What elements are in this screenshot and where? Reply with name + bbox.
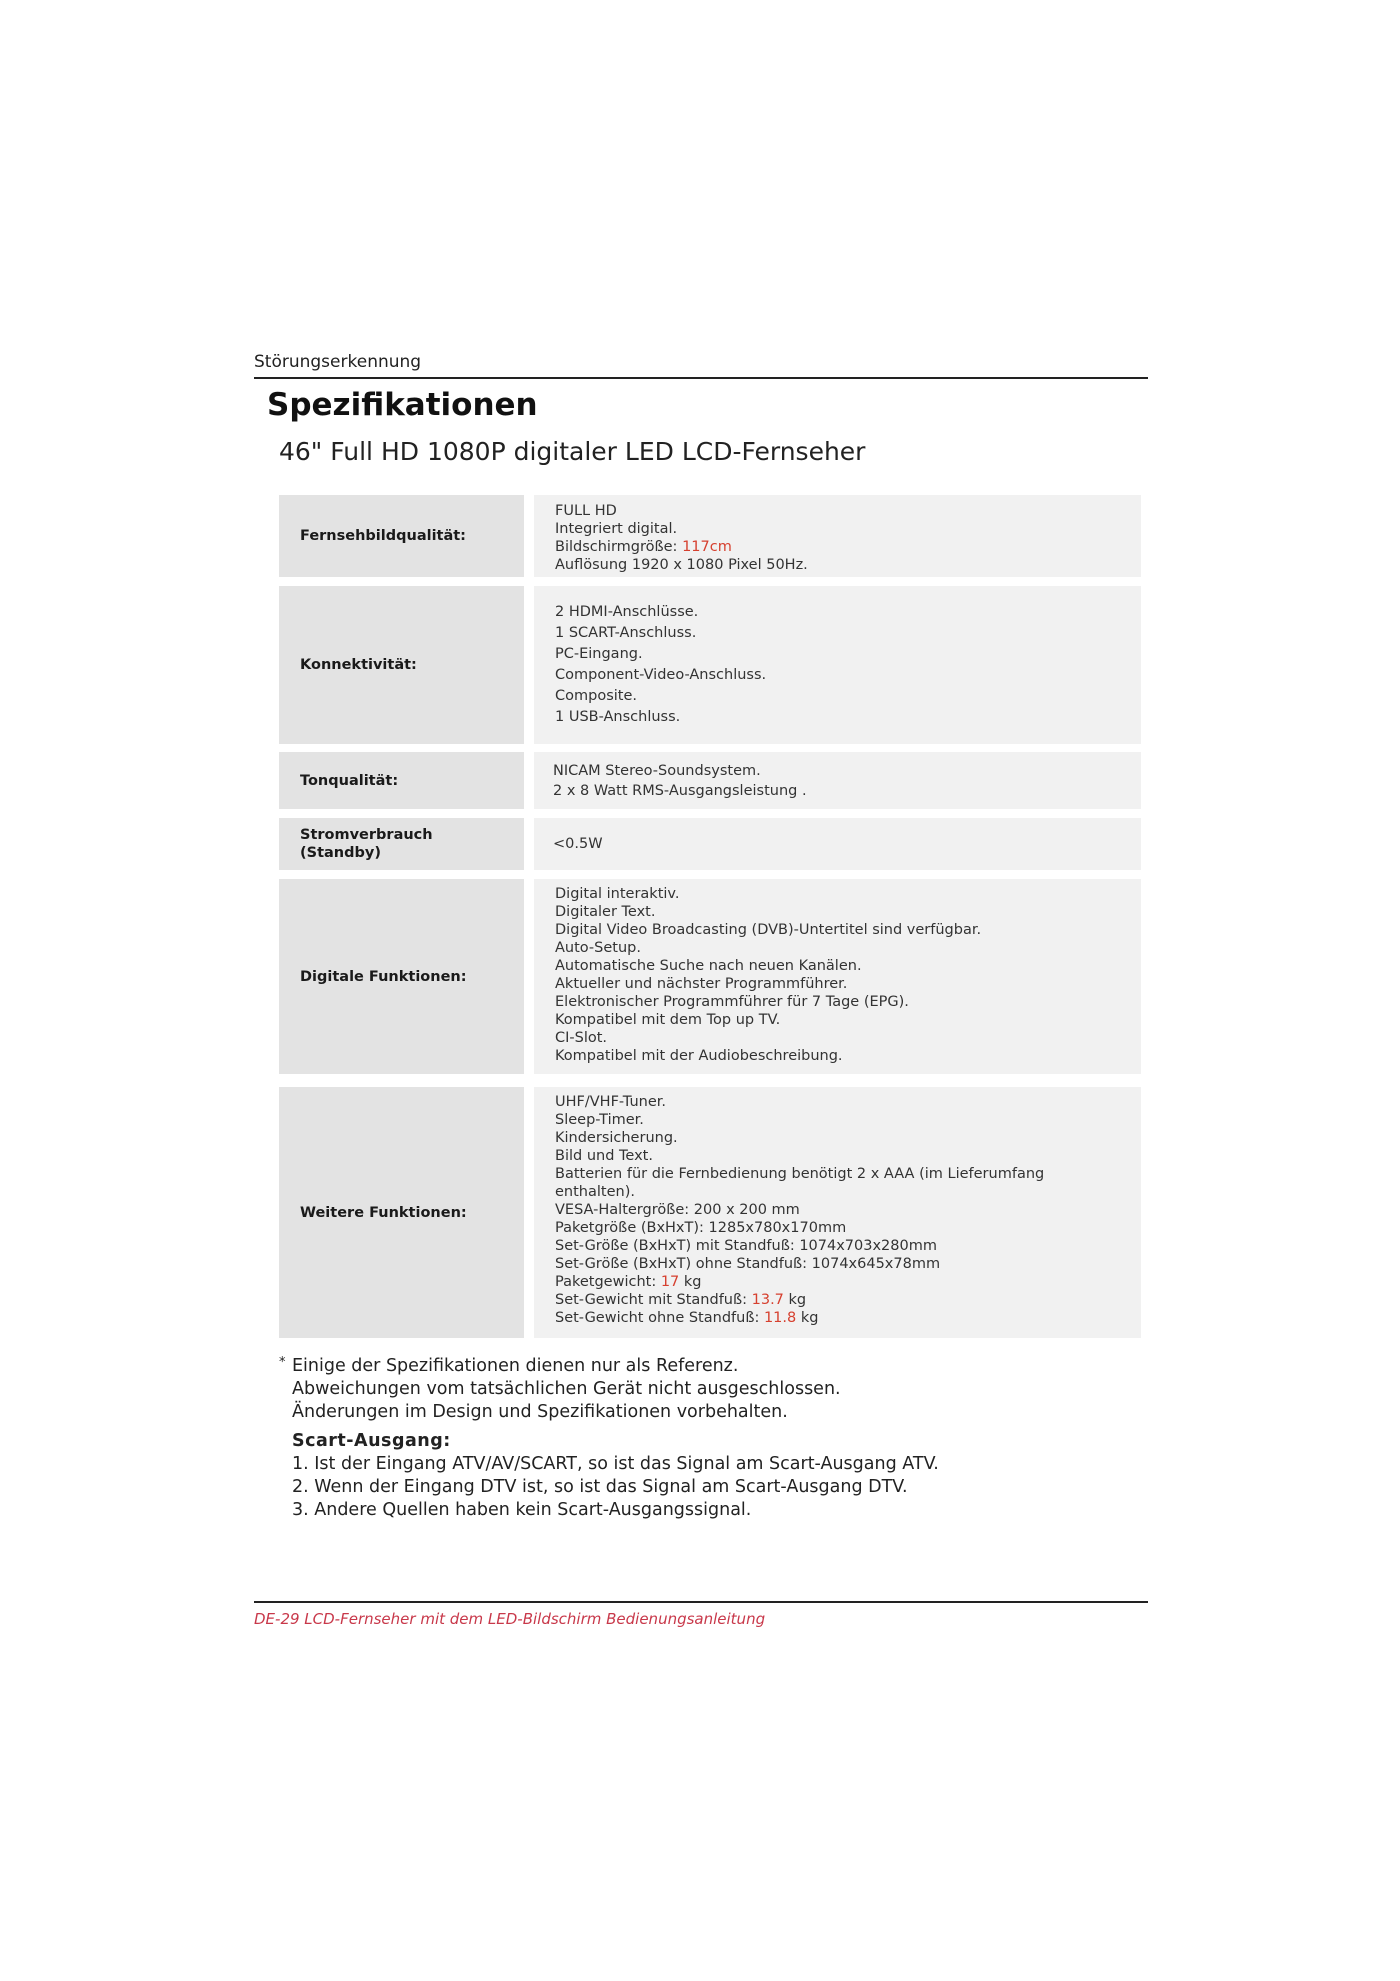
spec-line xyxy=(555,1273,1141,1291)
note-line: Änderungen im Design und Spezifikationen vorbehalten. xyxy=(292,1402,788,1422)
spec-row-connectivity xyxy=(279,586,1141,744)
spec-row-other xyxy=(279,1087,1141,1338)
spec-label: Tonqualität: xyxy=(279,752,524,809)
spec-value xyxy=(534,818,1141,870)
spec-line: Paketgröße (BxHxT): 1285x780x170mm xyxy=(555,1220,847,1236)
spec-line: FULL HD xyxy=(555,503,617,519)
spec-line: Set-Größe (BxHxT) ohne Standfuß: 1074x645x78mm xyxy=(555,1256,941,1272)
spec-row-picture xyxy=(279,495,1141,577)
footer-rule xyxy=(254,1601,1148,1603)
spec-line: Digital Video Broadcasting (DVB)-Untertitel sind verfügbar. xyxy=(555,922,982,938)
spec-line: Elektronischer Programmführer für 7 Tage (EPG). xyxy=(555,994,909,1010)
set-weight-stand-value: 13.7 xyxy=(751,1292,784,1308)
spec-line: VESA-Haltergröße: 200 x 200 mm xyxy=(555,1202,800,1218)
header-rule xyxy=(254,377,1148,379)
package-weight-value: 17 xyxy=(660,1274,680,1290)
spec-line: Automatische Suche nach neuen Kanälen. xyxy=(555,958,862,974)
spec-line xyxy=(555,1291,1141,1309)
spec-line: Auto-Setup. xyxy=(555,940,641,956)
spec-value xyxy=(534,1087,1141,1338)
spec-text: Paketgewicht: xyxy=(555,1274,661,1290)
spec-value xyxy=(534,495,1141,577)
spec-text: Set-Gewicht mit Standfuß: xyxy=(555,1292,752,1308)
spec-row-digital xyxy=(279,879,1141,1074)
spec-row-power xyxy=(279,818,1141,870)
spec-line: PC-Eingang. xyxy=(555,646,643,662)
unit-text: kg xyxy=(679,1274,702,1290)
spec-line xyxy=(555,1309,1141,1327)
spec-line: 2 x 8 Watt RMS-Ausgangsleistung . xyxy=(553,782,807,799)
spec-line: NICAM Stereo-Soundsystem. xyxy=(553,762,761,779)
spec-line: Digitaler Text. xyxy=(555,904,656,920)
page-footer: DE-29 LCD-Fernseher mit dem LED-Bildschirm Bedienungsanleitung xyxy=(254,1610,766,1628)
spec-line: 1 USB-Anschluss. xyxy=(555,709,681,725)
note-line: Einige der Spezifikationen dienen nur als Referenz. xyxy=(292,1356,739,1376)
notes-block xyxy=(279,1355,939,1522)
section-label: Störungserkennung xyxy=(254,352,422,372)
scart-item: 2. Wenn der Eingang DTV ist, so ist das Signal am Scart-Ausgang DTV. xyxy=(292,1477,908,1497)
spec-value xyxy=(534,752,1141,809)
spec-line: CI-Slot. xyxy=(555,1030,608,1046)
spec-value xyxy=(534,879,1141,1074)
spec-line: 1 SCART-Anschluss. xyxy=(555,625,697,641)
spec-line: enthalten). xyxy=(555,1184,635,1200)
page-title: Spezifikationen xyxy=(267,387,538,423)
spec-line: Composite. xyxy=(555,688,637,704)
set-weight-nostand-value: 11.8 xyxy=(763,1310,797,1326)
unit-text: kg xyxy=(783,1292,807,1308)
spec-row-sound xyxy=(279,752,1141,809)
screen-size-value: 117cm xyxy=(682,539,732,555)
spec-value xyxy=(534,586,1141,744)
spec-line: Component-Video-Anschluss. xyxy=(555,667,767,683)
spec-line: Kindersicherung. xyxy=(555,1130,678,1146)
spec-label: Digitale Funktionen: xyxy=(279,879,524,1074)
spec-line: UHF/VHF-Tuner. xyxy=(555,1094,667,1110)
spec-line: Set-Größe (BxHxT) mit Standfuß: 1074x703x280mm xyxy=(555,1238,937,1254)
scart-heading: Scart-Ausgang: xyxy=(292,1431,451,1451)
unit-text: kg xyxy=(796,1310,819,1326)
page-subtitle: 46" Full HD 1080P digitaler LED LCD-Fernseher xyxy=(279,437,866,466)
spec-label: Fernsehbildqualität: xyxy=(279,495,524,577)
spec-line: Kompatibel mit dem Top up TV. xyxy=(555,1012,781,1028)
spec-text: Set-Gewicht ohne Standfuß: xyxy=(555,1310,764,1326)
spec-line: Auflösung 1920 x 1080 Pixel 50Hz. xyxy=(555,557,808,573)
spec-label: Konnektivität: xyxy=(279,586,524,744)
spec-label: Stromverbrauch (Standby) xyxy=(279,818,524,870)
spec-line: 2 HDMI-Anschlüsse. xyxy=(555,604,699,620)
scart-item: 3. Andere Quellen haben kein Scart-Ausgangssignal. xyxy=(292,1500,752,1520)
spec-line: Aktueller und nächster Programmführer. xyxy=(555,976,848,992)
spec-line: Batterien für die Fernbedienung benötigt 2 x AAA (im Lieferumfang xyxy=(555,1166,1045,1182)
spec-line: <0.5W xyxy=(553,836,603,852)
asterisk-marker: * xyxy=(279,1355,286,1370)
spec-line: Kompatibel mit der Audiobeschreibung. xyxy=(555,1048,843,1064)
scart-item: 1. Ist der Eingang ATV/AV/SCART, so ist das Signal am Scart-Ausgang ATV. xyxy=(292,1454,939,1474)
spec-line: Digital interaktiv. xyxy=(555,886,680,902)
spec-line xyxy=(555,538,1141,556)
spec-text: Bildschirmgröße: xyxy=(555,539,683,555)
spec-label: Weitere Funktionen: xyxy=(279,1087,524,1338)
spec-line: Integriert digital. xyxy=(555,521,678,537)
note-line: Abweichungen vom tatsächlichen Gerät nicht ausgeschlossen. xyxy=(292,1379,841,1399)
spec-line: Bild und Text. xyxy=(555,1148,653,1164)
spec-line: Sleep-Timer. xyxy=(555,1112,644,1128)
